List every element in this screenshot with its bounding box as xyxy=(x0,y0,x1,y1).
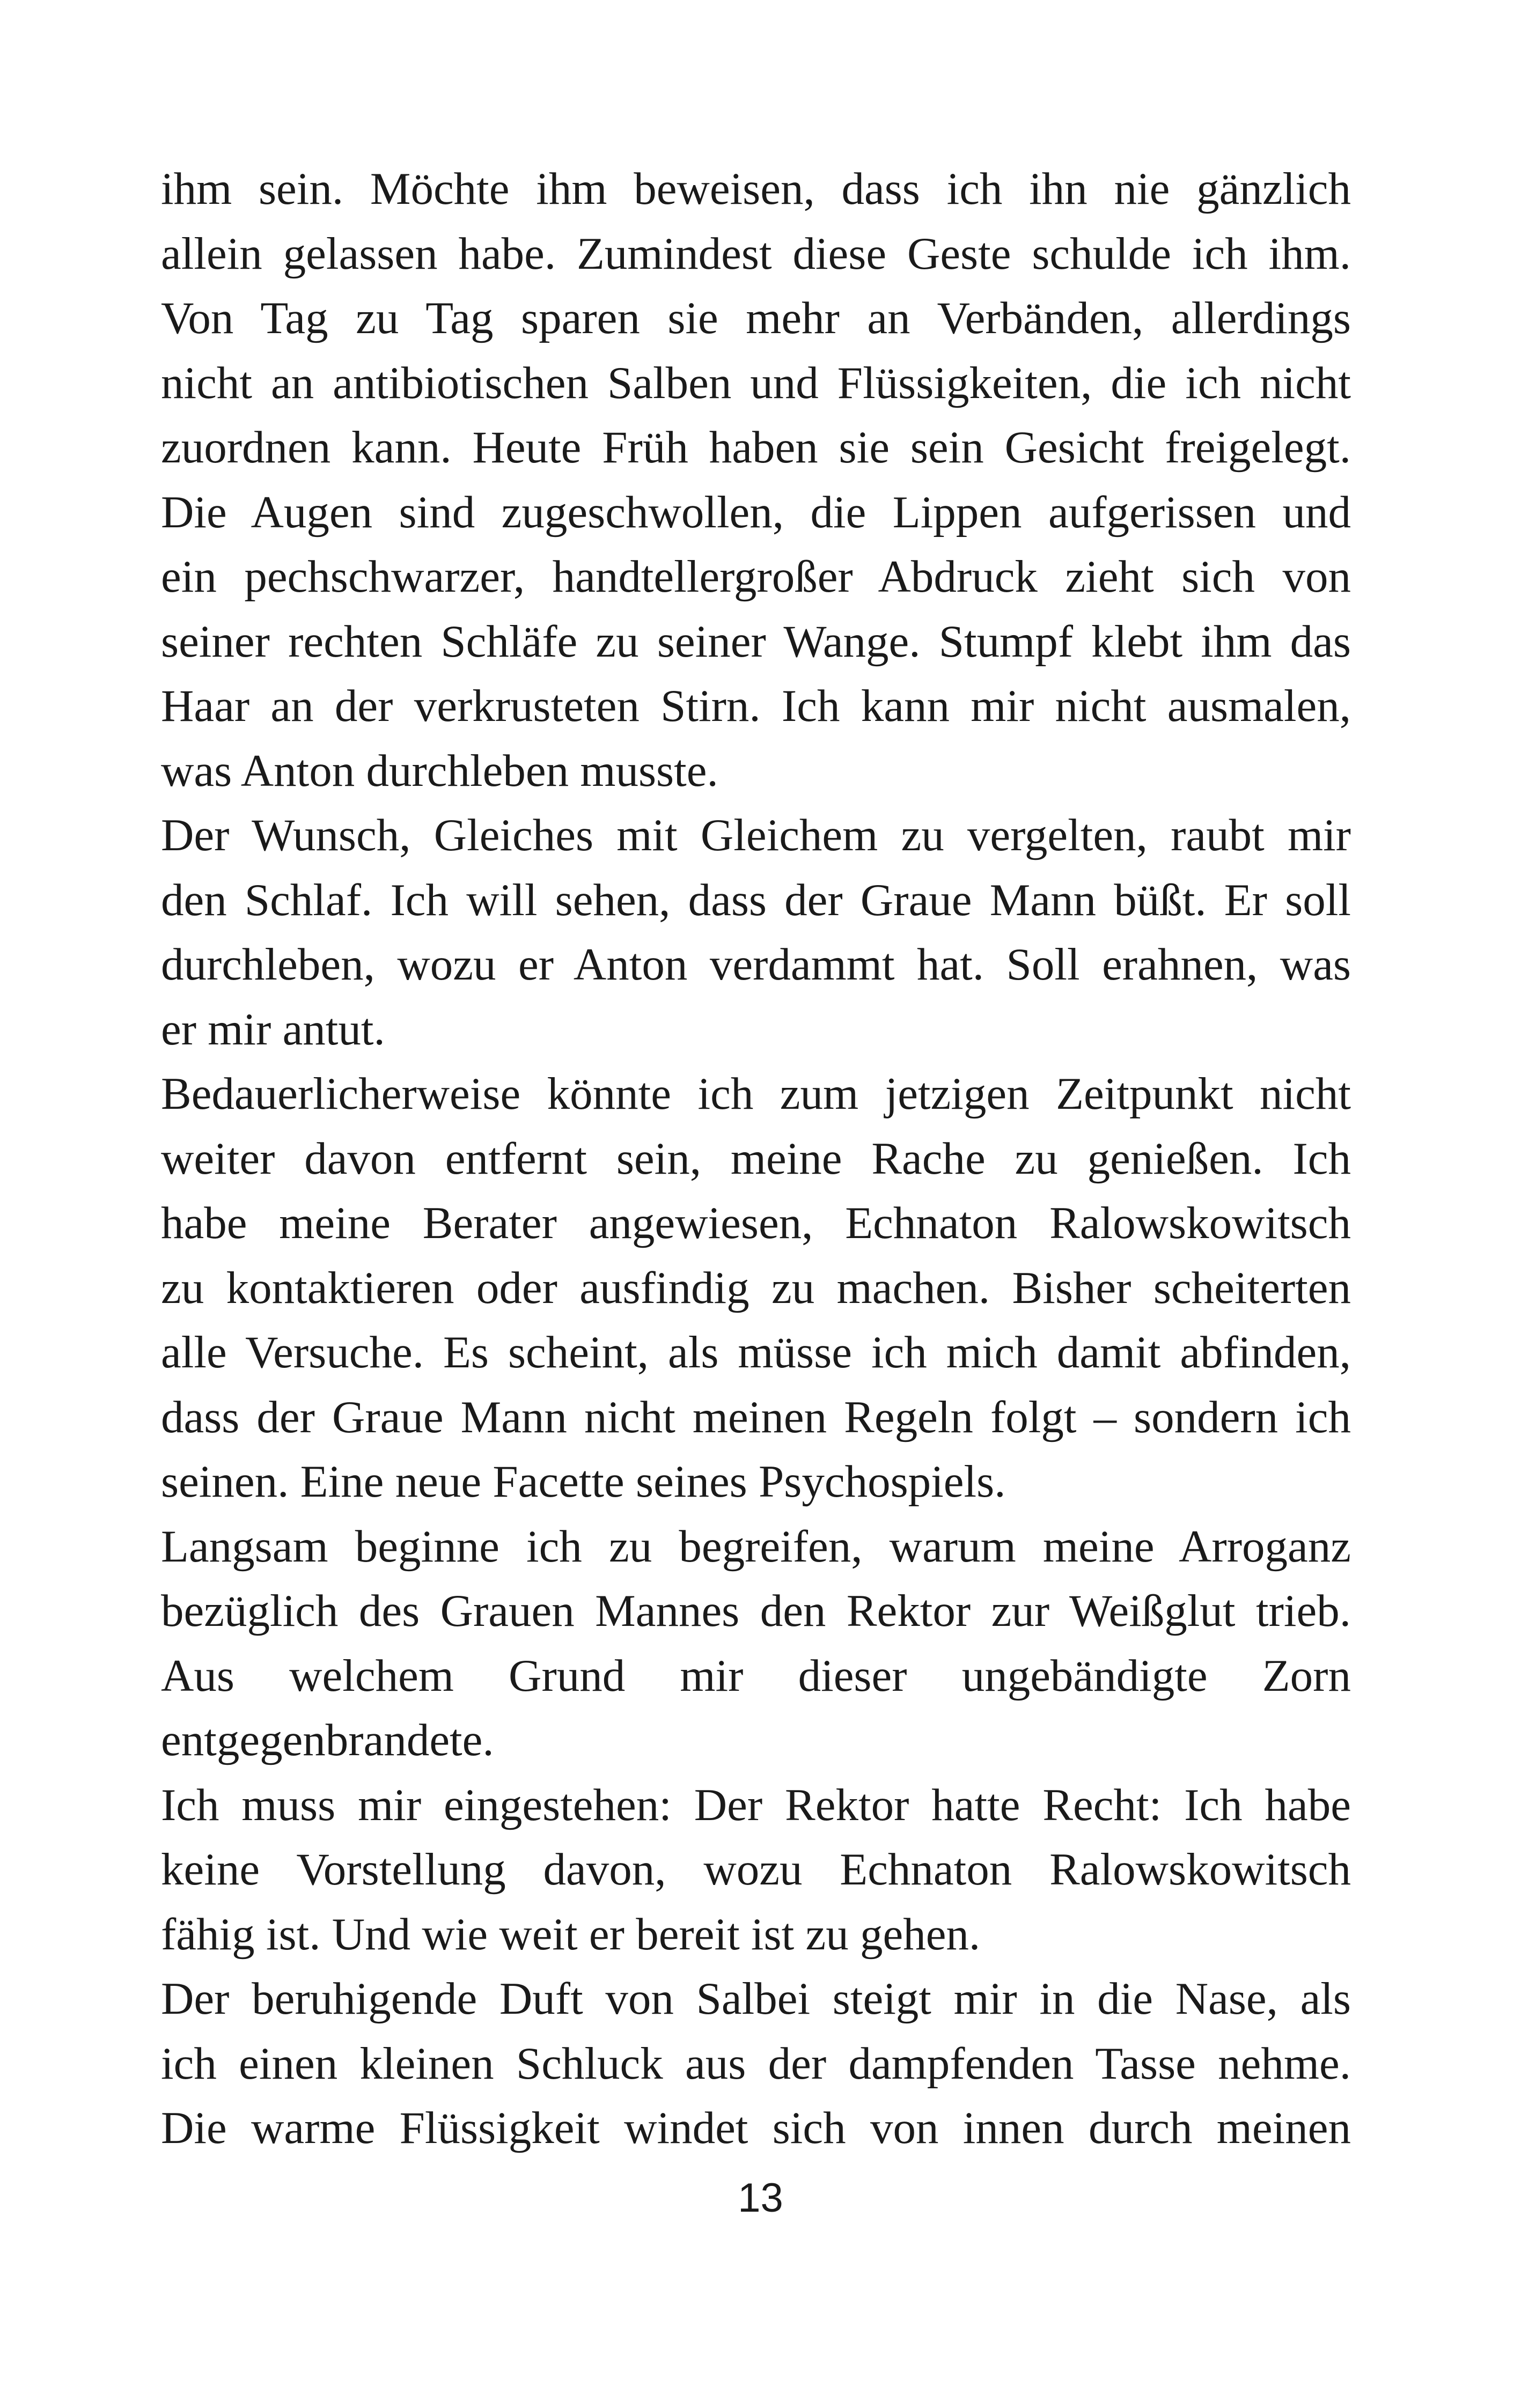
text-line: Der Wunsch, Gleiches mit Gleichem zu vergelten, raubt mir xyxy=(161,810,1351,860)
text-line: zu kontaktieren oder ausfindig zu machen. Bisher scheiterten xyxy=(161,1262,1351,1313)
text-line: alle Versuche. Es scheint, als müsse ich mich damit abfinden, xyxy=(161,1327,1351,1378)
text-line: Ich muss mir eingestehen: Der Rektor hatte Recht: Ich habe xyxy=(161,1779,1351,1830)
text-line: Von Tag zu Tag sparen sie mehr an Verbänden, allerdings xyxy=(161,293,1351,343)
text-line: seinen. Eine neue Facette seines Psychospiels. xyxy=(161,1456,1006,1507)
body-text xyxy=(161,157,1351,2161)
page-number: 13 xyxy=(738,2175,783,2221)
text-line: seiner rechten Schläfe zu seiner Wange. Stumpf klebt ihm das xyxy=(161,616,1351,667)
text-line: Die Augen sind zugeschwollen, die Lippen aufgerissen und xyxy=(161,487,1351,537)
text-line: Bedauerlicherweise könnte ich zum jetzigen Zeitpunkt nicht xyxy=(161,1069,1351,1119)
text-line: durchleben, wozu er Anton verdammt hat. Soll erahnen, was xyxy=(161,939,1351,990)
text-line: ich einen kleinen Schluck aus der dampfenden Tasse nehme. xyxy=(161,2038,1351,2089)
text-line: dass der Graue Mann nicht meinen Regeln folgt – sondern ich xyxy=(161,1391,1351,1442)
text-line: fähig ist. Und wie weit er bereit ist zu gehen. xyxy=(161,1909,981,1960)
text-line: er mir antut. xyxy=(161,1004,385,1055)
text-line: bezüglich des Grauen Mannes den Rektor zur Weißglut trieb. xyxy=(161,1586,1351,1636)
text-line: den Schlaf. Ich will sehen, dass der Graue Mann büßt. Er soll xyxy=(161,874,1351,925)
text-line: zuordnen kann. Heute Früh haben sie sein Gesicht freigelegt. xyxy=(161,422,1351,473)
text-line: Langsam beginne ich zu begreifen, warum meine Arroganz xyxy=(161,1521,1351,1572)
text-line: ihm sein. Möchte ihm beweisen, dass ich ihn nie gänzlich xyxy=(161,164,1351,214)
text-line: entgegenbrandete. xyxy=(161,1715,494,1765)
text-line: nicht an antibiotischen Salben und Flüssigkeiten, die ich nicht xyxy=(161,357,1351,408)
text-line: habe meine Berater angewiesen, Echnaton Ralowskowitsch xyxy=(161,1198,1351,1248)
text-line: was Anton durchleben musste. xyxy=(161,745,718,796)
text-line: allein gelassen habe. Zumindest diese Geste schulde ich ihm. xyxy=(161,228,1351,279)
text-line: ein pechschwarzer, handtellergroßer Abdruck zieht sich von xyxy=(161,551,1351,602)
text-line: Aus welchem Grund mir dieser ungebändigte Zorn xyxy=(161,1650,1351,1701)
text-line: keine Vorstellung davon, wozu Echnaton Ralowskowitsch xyxy=(161,1844,1351,1895)
text-line: Der beruhigende Duft von Salbei steigt mir in die Nase, als xyxy=(161,1973,1351,2024)
text-line: Die warme Flüssigkeit windet sich von innen durch meinen xyxy=(161,2103,1351,2153)
text-line: Haar an der verkrusteten Stirn. Ich kann mir nicht ausmalen, xyxy=(161,681,1351,731)
text-line: weiter davon entfernt sein, meine Rache zu genießen. Ich xyxy=(161,1133,1351,1184)
